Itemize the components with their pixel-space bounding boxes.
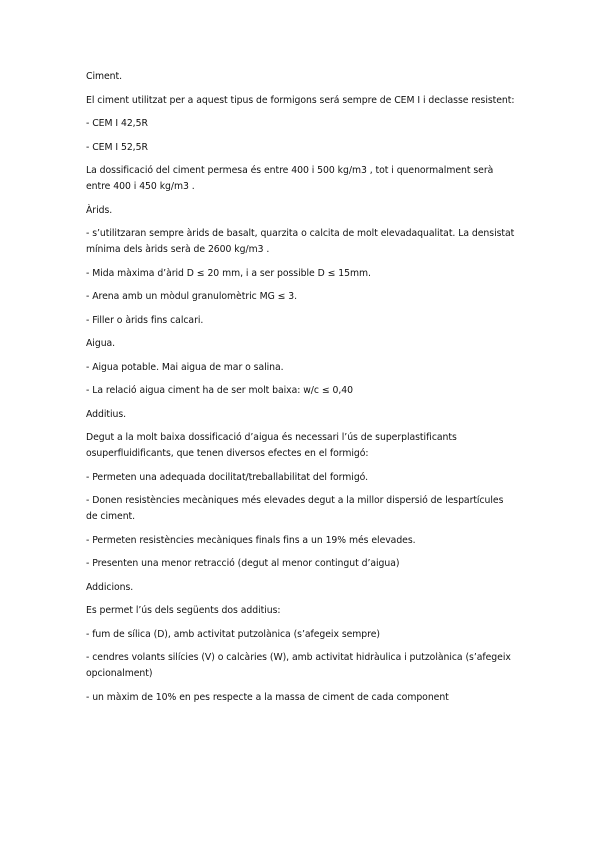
list-item-water-potable: - Aigua potable. Mai aigua de mar o salina. (86, 361, 284, 373)
list-item-arid-size: - Mida màxima d’àrid D ≤ 20 mm, i a ser possible D ≤ 15mm. (86, 267, 371, 279)
list-item-water-ratio: - La relació aigua ciment ha de ser molt baixa: w/c ≤ 0,40 (86, 385, 353, 396)
list-item-silica-fume: - fum de sílica (D), amb activitat putzolànica (s’afegeix sempre) (86, 628, 380, 640)
paragraph-additions-intro: Es permet l’ús dels següents dos additius: (86, 605, 281, 616)
list-item-arids-type: - s’utilitzaran sempre àrids de basalt, quarzita o calcita de molt elevadaqualitat. La densistat mínima dels àrids serà de 2600 kg/m3 . (86, 228, 515, 255)
paragraph-cement-dosage: La dossificació del ciment permesa és entre 400 i 500 kg/m3 , tot i quenormalment serà entre 400 i 450 kg/m3 . (86, 165, 494, 192)
list-item-filler: - Filler o àrids fins calcari. (86, 314, 204, 326)
list-item-sand-modulus: - Arena amb un mòdul granulomètric MG ≤ 3. (86, 291, 298, 302)
list-item-cem-52: - CEM I 52,5R (86, 141, 148, 153)
list-item-mechanical-strength: - Donen resistències mecàniques més elevades degut a la millor dispersió de lespartícules de ciment. (86, 495, 504, 522)
heading-aigua: Aigua. (86, 338, 116, 349)
paragraph-cement-type: El ciment utilitzat per a aquest tipus de formigons será sempre de CEM I i declasse resistent: (86, 94, 515, 106)
heading-addicions: Addicions. (86, 581, 134, 593)
document-body (86, 69, 516, 713)
heading-arids: Àrids. (86, 204, 113, 216)
list-item-workability: - Permeten una adequada docilitat/treballabilitat del formigó. (86, 471, 369, 483)
list-item-fly-ash: - cendres volants silícies (V) o calcàries (W), amb activitat hidràulica i putzolànica (s’afegeix opcionalment) (86, 652, 511, 679)
list-item-cem-42: - CEM I 42,5R (86, 118, 148, 129)
list-item-final-strength: - Permeten resistències mecàniques finals fins a un 19% més elevades. (86, 534, 416, 546)
heading-additius: Additius. (86, 408, 127, 420)
list-item-shrinkage: - Presenten una menor retracció (degut al menor contingut d’aigua) (86, 558, 400, 569)
list-item-max-percentage: - un màxim de 10% en pes respecte a la massa de ciment de cada component (86, 691, 449, 703)
heading-ciment: Ciment. (86, 71, 122, 82)
paragraph-superplasticizers: Degut a la molt baixa dossificació d’aigua és necessari l’ús de superplastificants osuperfluidificants, que tenen diversos efectes en el formigó: (86, 432, 457, 459)
